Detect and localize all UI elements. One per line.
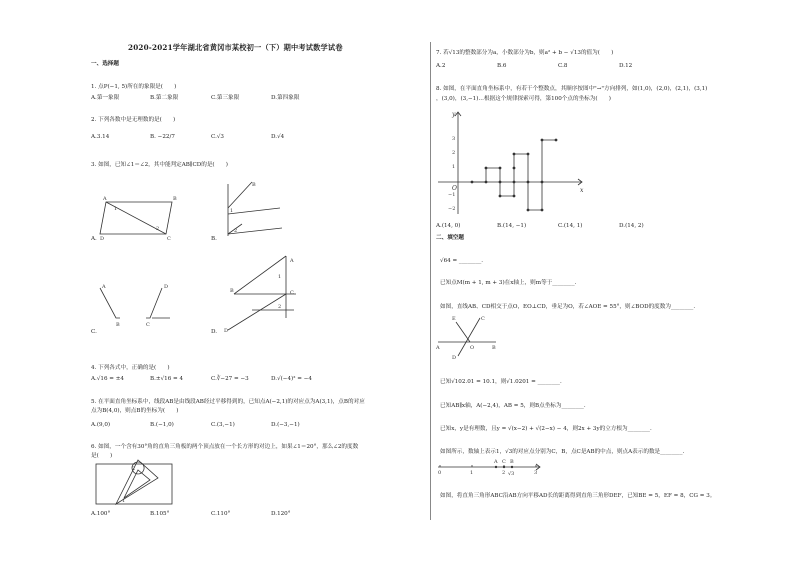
q1-stem: 1. 点P(−1, 5)所在的象限是( ) bbox=[91, 84, 177, 90]
q8-point bbox=[485, 181, 488, 184]
q6-option-c: C.110° bbox=[211, 511, 231, 517]
q3c-label-d: D bbox=[164, 284, 169, 290]
q7-option-b: B.6 bbox=[497, 63, 507, 69]
q2-option-c: C.√3 bbox=[211, 134, 224, 140]
fill-q6: 已知x，y是有理数，且y = √(x−2) + √(2−x) − 4，则2x + 3y的立方根为________. bbox=[440, 426, 652, 432]
q3d-label-d: D bbox=[224, 328, 229, 334]
fill-q7-number-line bbox=[436, 455, 546, 477]
q1-option-b: B.第二象限 bbox=[150, 95, 179, 101]
q8-ytick-3: 3 bbox=[452, 136, 456, 142]
q8-point bbox=[513, 195, 516, 198]
q8-point bbox=[513, 153, 516, 156]
q2-stem: 2. 下列各数中是无理数的是( ) bbox=[91, 117, 176, 123]
q7-option-a: A.2 bbox=[436, 63, 446, 69]
fill-q7-point-a bbox=[495, 466, 497, 468]
fill-q7-label-sqrt3: √3 bbox=[508, 471, 515, 477]
q2-option-a: A.3.14 bbox=[91, 134, 110, 140]
q6-stem-line1: 6. 如图，一个含有30°角的直角三角板的两个顶点放在一个长方形的对边上，如果∠1＝20°，那么∠2的度数 bbox=[91, 444, 359, 450]
q8-path bbox=[472, 140, 556, 210]
q3d-angle-2: 2 bbox=[278, 304, 282, 310]
q6-option-a: A.100° bbox=[91, 511, 111, 517]
q3c-label-b: B bbox=[116, 322, 120, 328]
q3d-label-a: A bbox=[290, 258, 294, 264]
q5-stem-line1: 5. 在平面直角坐标系中，线段AB是由线段AB经过平移得到的，已知点A(−2,1)的对应点为A(3,1)，点B的对应 bbox=[91, 399, 365, 405]
q7-option-d: D.12 bbox=[619, 63, 633, 69]
fill-q3-label-b: B bbox=[492, 345, 496, 351]
q3b-angle-1: 1 bbox=[230, 208, 234, 214]
q3c-label-c: C bbox=[146, 322, 150, 328]
fill-q7-label-a: A bbox=[494, 459, 498, 465]
q3d-label-b: B bbox=[230, 288, 234, 294]
q8-ytick-neg2: −2 bbox=[448, 206, 456, 212]
q2-option-d: D.√4 bbox=[271, 134, 285, 140]
q8-point bbox=[527, 209, 530, 212]
q3-option-b: B. bbox=[211, 236, 217, 242]
fill-q8: 如图，将直角三角形ABC沿AB方向平移AD长的距离得到直角三角形DEF，已知BE = 5，EF = 8，CG = 3。 bbox=[440, 493, 716, 499]
q3-option-a: A. bbox=[91, 236, 97, 242]
q5-option-c: C.(3,−1) bbox=[211, 422, 235, 428]
fill-q3-figure bbox=[436, 312, 506, 360]
q3a-angle-1: 1 bbox=[114, 206, 118, 212]
q3d-label-c: C bbox=[290, 290, 294, 296]
section-choice-heading: 一、选择题 bbox=[91, 61, 119, 67]
fill-q1: √64 = ________. bbox=[440, 258, 484, 264]
q8-option-a: A.(14, 0) bbox=[436, 223, 461, 229]
fill-q7-label-3: 3 bbox=[534, 470, 538, 476]
q8-point bbox=[527, 181, 530, 184]
q6-angle-2: 2 bbox=[132, 466, 136, 472]
fill-q3-label-c: C bbox=[481, 316, 485, 322]
q8-coordinate-figure bbox=[436, 108, 596, 218]
q6-angle-1: 1 bbox=[122, 498, 126, 504]
q8-option-b: B.(14, −1) bbox=[497, 223, 527, 229]
q8-point bbox=[499, 167, 502, 170]
q6-stem-line2: 是( ) bbox=[91, 453, 113, 459]
q3-figure-a bbox=[100, 190, 180, 242]
fill-q7-point-b bbox=[511, 466, 513, 468]
q8-origin-label: O bbox=[452, 185, 457, 192]
fill-q7-label-0: 0 bbox=[438, 470, 442, 476]
q3b-label-b: B bbox=[252, 182, 256, 188]
q3b-slant-line bbox=[228, 182, 252, 208]
q1-option-d: D.第四象限 bbox=[271, 95, 300, 101]
q8-stem-line1: 8. 如图，在平面直角坐标系中，有若干个整数点，其顺序按图中"→"方向排列，如(1,0)，(2,0)，(2,1)，(3,1) bbox=[436, 86, 708, 92]
fill-q3-label-d: D bbox=[452, 355, 457, 361]
fill-q7-point-c bbox=[503, 466, 505, 468]
q6-figure bbox=[94, 458, 176, 508]
q6-option-b: B.105° bbox=[150, 511, 170, 517]
q3-option-c: C. bbox=[91, 329, 97, 335]
fill-q3: 如图，直线AB、CD相交于点O，EO⊥CD，垂足为O，若∠AOE = 55°，则∠BOD的度数为________. bbox=[440, 304, 696, 310]
q7-option-c: C.8 bbox=[558, 63, 568, 69]
fill-q2: 已知点M(m + 1, m + 3)在x轴上，则m等于________. bbox=[440, 280, 577, 286]
column-divider bbox=[430, 42, 431, 520]
q5-option-a: A.(9,0) bbox=[91, 422, 111, 428]
fill-q7-label-2: 2 bbox=[502, 470, 506, 476]
q3-figure-d bbox=[222, 252, 306, 334]
q8-x-label: x bbox=[580, 187, 584, 194]
q8-point bbox=[499, 195, 502, 198]
q8-y-label: y bbox=[452, 111, 456, 118]
q3-stem: 3. 如图，已知∠1＝∠2，其中能判定AB∥CD的是( ) bbox=[91, 162, 228, 168]
q3c-right-angle bbox=[146, 288, 162, 318]
q3a-label-d: D bbox=[100, 236, 105, 242]
q3a-label-b: B bbox=[173, 196, 177, 202]
q3b-angle-2: 2 bbox=[234, 228, 238, 234]
q8-ytick-2: 2 bbox=[452, 150, 456, 156]
fill-q4: 已知√102.01 = 10.1，则√1.0201 = ________. bbox=[440, 379, 562, 385]
q5-option-d: D.(−3,−1) bbox=[271, 422, 300, 428]
q2-option-b: B. −22/7 bbox=[150, 134, 175, 140]
q8-ytick-neg1: −1 bbox=[448, 192, 456, 198]
q8-point bbox=[527, 153, 530, 156]
fill-q3-line-eo bbox=[456, 322, 470, 342]
q3a-label-a: A bbox=[103, 196, 107, 202]
q8-point bbox=[541, 209, 544, 212]
fill-q3-label-e: E bbox=[452, 316, 456, 322]
q4-option-c: C.∛−27 = −3 bbox=[211, 376, 249, 382]
fill-q7-label-b: B bbox=[510, 459, 514, 465]
q3c-left-angle bbox=[100, 288, 120, 318]
q8-point bbox=[541, 139, 544, 142]
q4-stem: 4. 下列各式中，正确的是( ) bbox=[91, 365, 170, 371]
q3b-line-upper bbox=[228, 208, 280, 214]
q3-figure-c bbox=[94, 284, 174, 330]
q8-option-c: C.(14, 1) bbox=[558, 223, 583, 229]
fill-q5: 已知AB∥x轴，A(−2,4)，AB = 5，则B点坐标为________. bbox=[440, 403, 586, 409]
fill-q7-label-c: C bbox=[502, 459, 506, 465]
q3a-label-c: C bbox=[167, 236, 171, 242]
q3c-label-a: A bbox=[102, 284, 106, 290]
section-fill-heading: 二、填空题 bbox=[436, 235, 464, 241]
q8-point bbox=[471, 181, 474, 184]
exam-title: 2020-2021学年湖北省黄冈市某校初一（下）期中考试数学试卷 bbox=[128, 43, 343, 52]
fill-q3-line-cd bbox=[458, 318, 480, 356]
q3a-angle-2: 2 bbox=[156, 226, 160, 232]
q6-option-d: D.120° bbox=[271, 511, 291, 517]
q4-option-d: D.√(−4)² = −4 bbox=[271, 376, 312, 382]
q5-option-b: B.(−1,0) bbox=[150, 422, 174, 428]
q5-stem-line2: 点为B(4,0)，则点B的坐标为( ) bbox=[91, 408, 179, 414]
q3-option-d: D. bbox=[211, 329, 218, 335]
q8-ytick-1: 1 bbox=[452, 164, 456, 170]
q8-point bbox=[555, 139, 558, 142]
q3d-angle-1: 1 bbox=[278, 274, 282, 280]
q3d-slant-line-lower bbox=[228, 294, 286, 330]
fill-q7: 如图所示，数轴上表示1，√3的对应点分别为C，B，点C是AB的中点，则点A表示的数是________. bbox=[440, 449, 685, 455]
q3-figure-b bbox=[222, 180, 286, 240]
q8-point bbox=[513, 167, 516, 170]
q8-option-d: D.(14, 2) bbox=[619, 223, 644, 229]
q8-point bbox=[499, 181, 502, 184]
fill-q3-label-o: O bbox=[470, 345, 475, 351]
q7-stem: 7. 若√13的整数部分为a，小数部分为b，则a² + b − √13的值为( ) bbox=[436, 50, 614, 56]
fill-q3-label-a: A bbox=[436, 345, 440, 351]
q8-stem-line2: ，(3,0)，(3,−1)…根据这个规律探索可得，第100个点的坐标为( ) bbox=[436, 96, 611, 102]
q8-point bbox=[485, 167, 488, 170]
fill-q7-label-1: 1 bbox=[470, 470, 474, 476]
q8-point bbox=[541, 181, 544, 184]
q4-option-b: B.±√16 = 4 bbox=[150, 376, 184, 382]
q8-point bbox=[513, 181, 516, 184]
q1-option-a: A.第一象限 bbox=[91, 95, 120, 101]
q4-option-a: A.√16 = ±4 bbox=[91, 376, 124, 382]
q1-option-c: C.第三象限 bbox=[211, 95, 240, 101]
